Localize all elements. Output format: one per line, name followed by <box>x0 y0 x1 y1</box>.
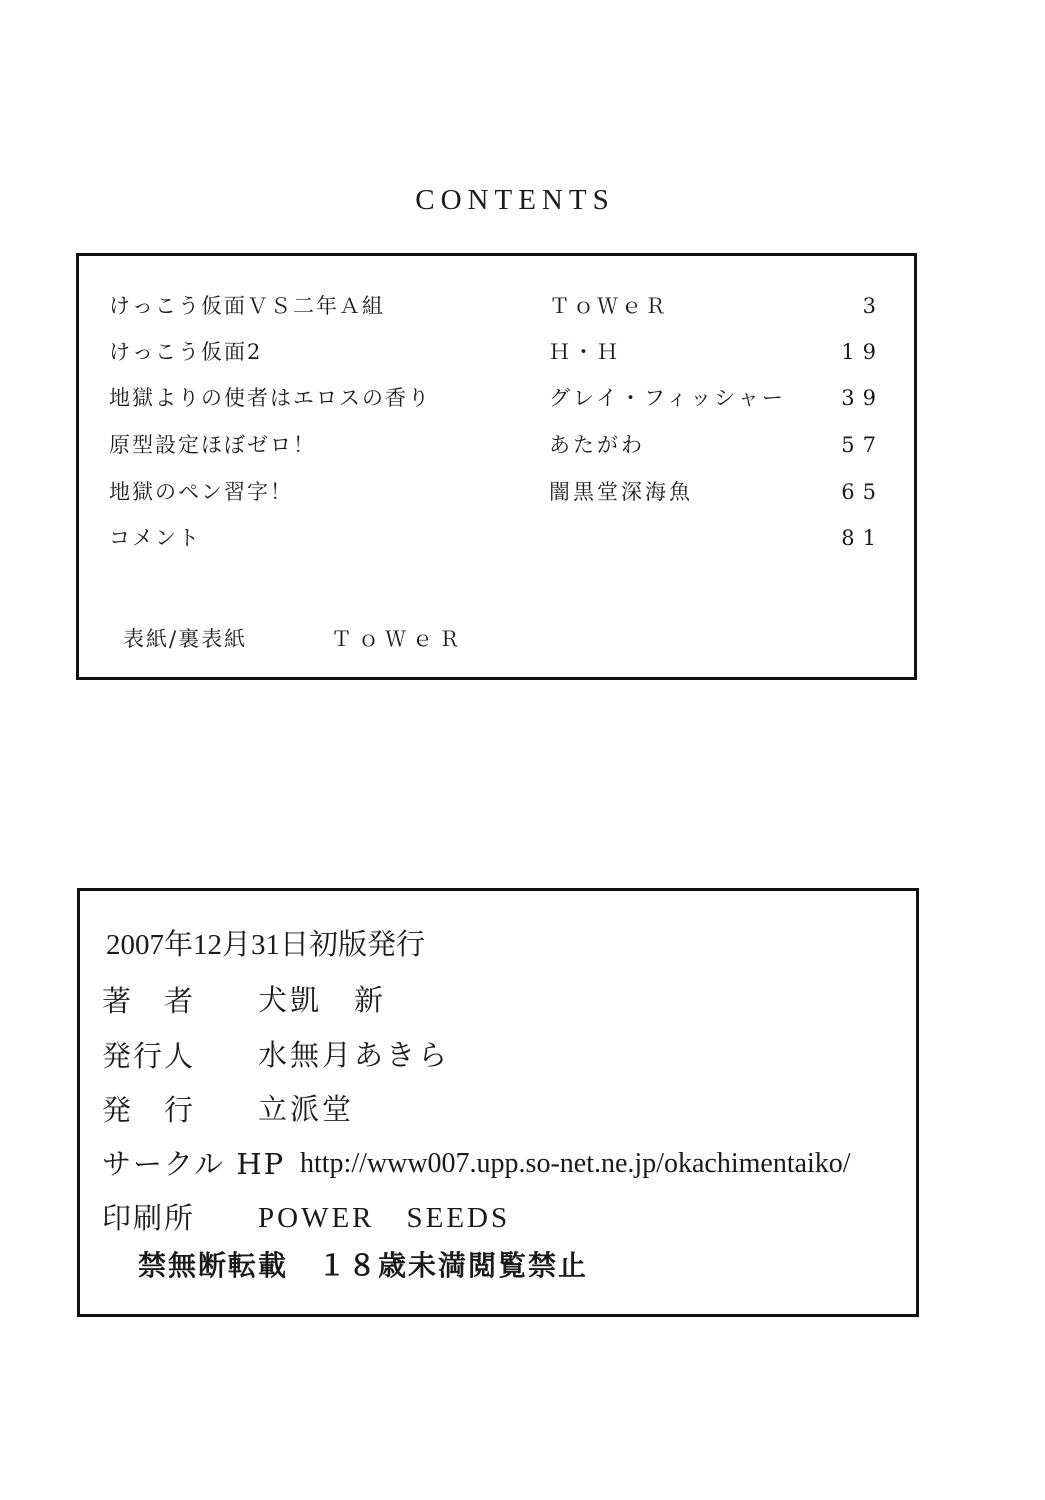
colophon-value: POWER SEEDS <box>258 1202 511 1234</box>
toc-page-number: 3 <box>862 294 884 318</box>
colophon-label: サークル HP <box>102 1147 286 1181</box>
colophon-value: 犬凱 新 <box>258 985 387 1017</box>
toc-title: 地獄よりの使者はエロスの香り <box>109 386 431 410</box>
toc-row <box>79 428 914 462</box>
colophon-label: 著 者 <box>102 984 196 1018</box>
toc-title: けっこう仮面ＶＳ二年Ａ組 <box>109 294 385 318</box>
toc-author: 闇黒堂深海魚 <box>549 480 693 504</box>
toc-title: けっこう仮面2 <box>109 340 263 364</box>
page-title: CONTENTS <box>415 184 615 216</box>
toc-row <box>79 289 914 323</box>
toc-author: グレイ・フィッシャー <box>549 386 786 410</box>
circle-homepage-url: http://www007.upp.so-net.ne.jp/okachimentaiko/ <box>300 1148 851 1179</box>
colophon-label: 発行人 <box>102 1039 196 1073</box>
colophon <box>77 888 919 1317</box>
cover-credit-artist: ＴｏＷｅＲ <box>331 627 466 651</box>
toc-row <box>79 381 914 415</box>
publication-date: 2007年12月31日初版発行 <box>106 929 426 961</box>
toc-row <box>79 475 914 509</box>
reproduction-notice: 禁無断転載 １８歳未満閲覧禁止 <box>138 1249 589 1282</box>
toc-author: Ｈ・Ｈ <box>549 340 621 364</box>
toc-page-number: 57 <box>841 433 884 457</box>
cover-credit-label: 表紙/裏表紙 <box>123 627 248 651</box>
toc-author: ＴｏＷｅＲ <box>549 294 669 318</box>
toc-page-number: 39 <box>841 386 884 410</box>
cover-credit <box>123 622 466 656</box>
toc-row <box>79 335 914 369</box>
table-of-contents <box>76 253 917 680</box>
colophon-label: 印刷所 <box>102 1201 196 1235</box>
toc-page-number: 19 <box>841 340 884 364</box>
toc-row <box>79 521 914 555</box>
toc-page-number: 81 <box>841 526 884 550</box>
toc-title: コメント <box>109 526 201 550</box>
toc-title: 地獄のペン習字！ <box>109 480 293 504</box>
toc-page-number: 65 <box>841 480 884 504</box>
toc-author: あたがわ <box>549 433 645 457</box>
colophon-label: 発 行 <box>102 1093 196 1127</box>
toc-title: 原型設定ほぼゼロ！ <box>109 433 316 457</box>
colophon-value: 立派堂 <box>258 1094 355 1126</box>
colophon-value: 水無月あきら <box>258 1040 451 1072</box>
